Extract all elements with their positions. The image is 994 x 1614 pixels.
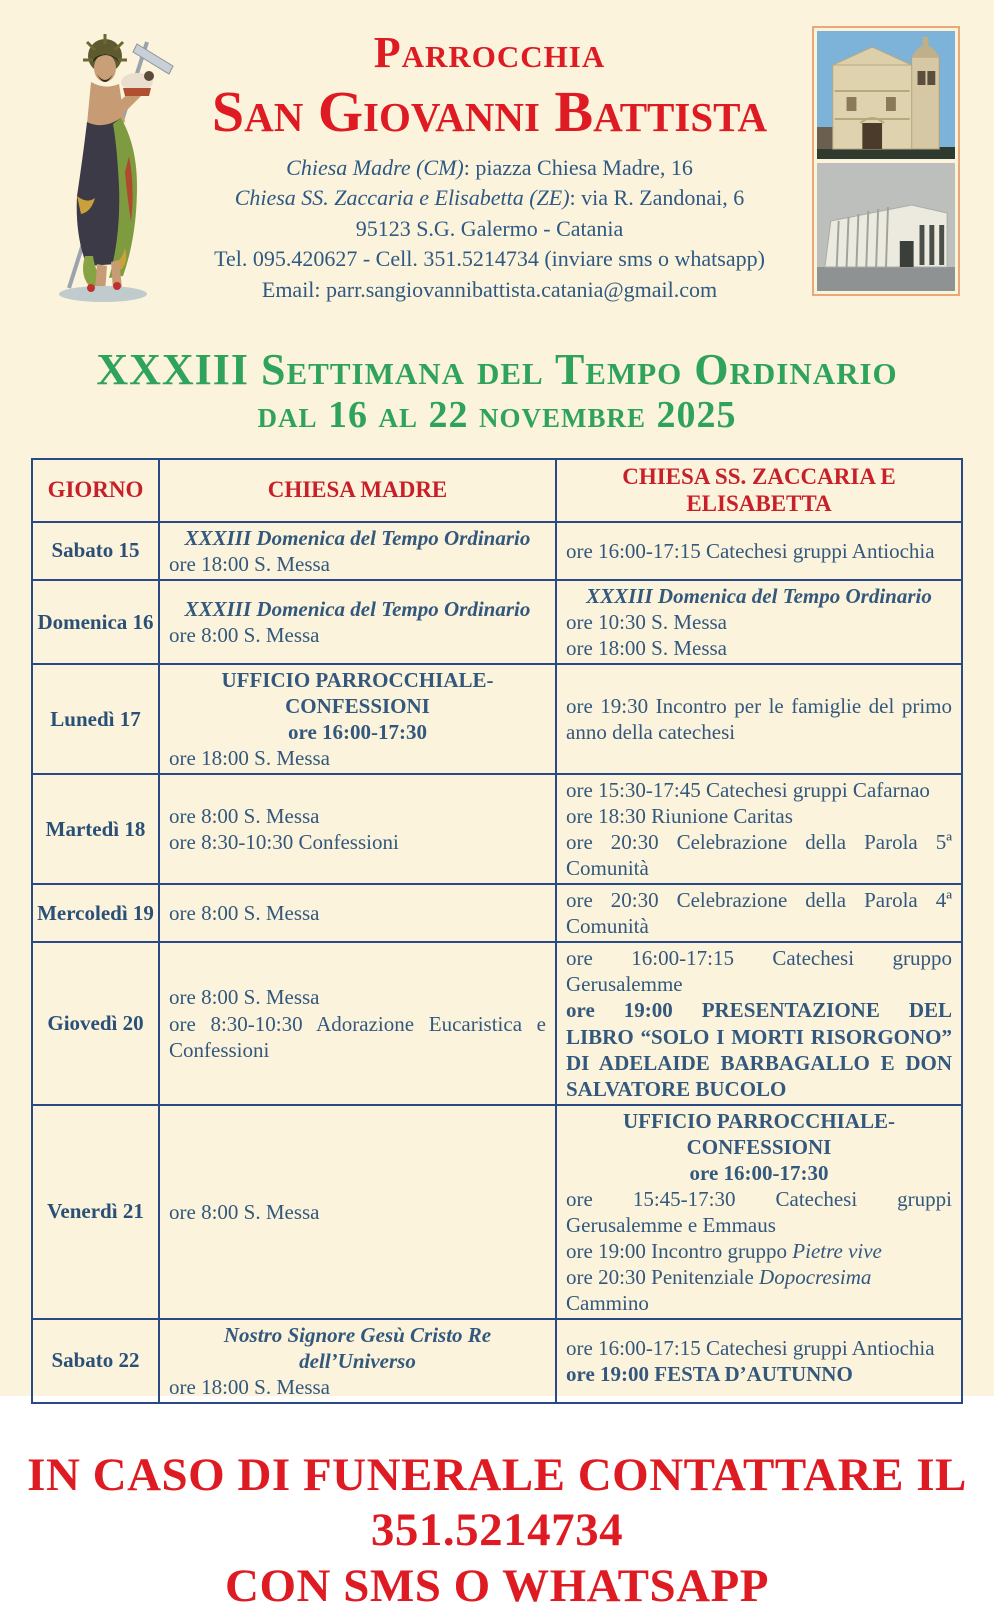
contact-phone-line: Tel. 095.420627 - Cell. 351.5214734 (inviare sms o whatsapp) (214, 246, 765, 272)
address-line-city: 95123 S.G. Galermo - Catania (355, 215, 624, 241)
chiesa-madre-cell (159, 1319, 556, 1403)
event-line: ore 19:00 PRESENTAZIONE DEL LIBRO “SOLO I MORTI RISORGONO” DI ADELAIDE BARBAGALLO E DON SALVATORE BUCOLO (566, 998, 952, 1101)
address-church-street: : piazza Chiesa Madre, 16 (463, 155, 693, 181)
chiesa-zaccaria-cell (556, 774, 962, 884)
event-text: ore 19:00 Incontro gruppo (566, 1238, 793, 1263)
chiesa-zaccaria-cell (556, 664, 962, 774)
parish-label: Parrocchia (373, 28, 606, 77)
day-cell: Mercoledì 19 (32, 884, 159, 942)
table-row-mercoledi-19 (32, 884, 962, 942)
event-group-name: Dopocresima (759, 1264, 872, 1289)
event-line: ore 16:00-17:15 Catechesi gruppi Antiochia (566, 1335, 935, 1360)
event-line: XXXIII Domenica del Tempo Ordinario (184, 597, 531, 622)
event-line: ore 8:00 S. Messa (169, 985, 320, 1010)
chiesa-zaccaria-photo (817, 163, 955, 291)
event-line: ore 8:00 S. Messa (169, 804, 320, 829)
chiesa-zaccaria-cell (556, 884, 962, 942)
event-text: Cammino (566, 1290, 649, 1315)
week-title: XXXIII Settimana del Tempo Ordinario (96, 345, 898, 394)
day-cell: Venerdì 21 (32, 1105, 159, 1319)
masthead (0, 0, 994, 312)
event-line: ore 10:30 S. Messa (566, 610, 727, 635)
funeral-notice (0, 1448, 994, 1614)
address-group (180, 153, 799, 305)
address-church-name: Chiesa Madre (CM) (286, 155, 464, 181)
week-title-block (0, 346, 994, 438)
day-cell: Domenica 16 (32, 580, 159, 664)
chiesa-madre-cell (159, 1105, 556, 1319)
header-row (32, 459, 962, 522)
address-line-chiesa-madre (180, 153, 799, 183)
day-cell: Sabato 15 (32, 522, 159, 580)
funeral-phone-number: 351.5214734 (370, 1504, 624, 1557)
column-header-giorno: GIORNO (32, 459, 159, 522)
event-group-name: Pietre vive (792, 1238, 882, 1263)
chiesa-madre-cell (159, 774, 556, 884)
church-photos-frame (812, 26, 960, 296)
table-row-lunedi-17 (32, 664, 962, 774)
funeral-line-3: CON SMS O WHATSAPP (225, 1559, 769, 1612)
event-line: ore 19:00 FESTA D’AUTUNNO (566, 1361, 853, 1386)
statue-image (25, 26, 173, 304)
parish-name: San Giovanni Battista (211, 79, 768, 145)
event-line: ore 16:00-17:30 (689, 1160, 829, 1185)
event-line: ore 8:30-10:30 Confessioni (169, 830, 399, 855)
event-line: ore 16:00-17:15 Catechesi gruppi Antiochia (566, 538, 935, 563)
event-line: ore 16:00-17:30 (288, 720, 427, 745)
contact-email-line: Email: parr.sangiovannibattista.catania@gmail.com (261, 276, 718, 302)
event-line: XXXIII Domenica del Tempo Ordinario (184, 525, 531, 550)
funeral-line-1: IN CASO DI FUNERALE CONTATTARE IL (27, 1448, 967, 1501)
address-church-street: : via R. Zandonai, 6 (569, 185, 745, 211)
event-line: ore 15:30-17:45 Catechesi gruppi Cafarnao (566, 778, 930, 803)
event-line: Nostro Signore Gesù Cristo Re dell’Universo (223, 1322, 492, 1373)
column-header-chiesa-madre: CHIESA MADRE (159, 459, 556, 522)
table-row-venerdi-21 (32, 1105, 962, 1319)
day-cell: Sabato 22 (32, 1319, 159, 1403)
chiesa-madre-photo (817, 31, 955, 159)
address-line-chiesa-ze (180, 183, 799, 213)
table-row-sabato-22 (32, 1319, 962, 1403)
day-cell: Giovedì 20 (32, 942, 159, 1104)
title-block (180, 30, 799, 305)
event-text: ore 20:30 Penitenziale (566, 1264, 760, 1289)
event-line: UFFICIO PARROCCHIALE-CONFESSIONI (622, 1108, 896, 1159)
event-line: ore 15:45-17:30 Catechesi gruppi Gerusalemme e Emmaus (566, 1186, 952, 1237)
table-row-domenica-16 (32, 580, 962, 664)
event-line: ore 8:00 S. Messa (169, 623, 320, 648)
chiesa-zaccaria-cell (556, 522, 962, 580)
event-line: ore 18:00 S. Messa (169, 746, 330, 771)
table-row-giovedi-20 (32, 942, 962, 1104)
chiesa-madre-cell (159, 664, 556, 774)
address-church-name: Chiesa SS. Zaccaria e Elisabetta (ZE) (234, 185, 570, 211)
statue-san-giovanni-battista-illustration (25, 26, 173, 304)
schedule-table (31, 458, 963, 1404)
chiesa-zaccaria-cell (556, 1105, 962, 1319)
chiesa-madre-cell (159, 942, 556, 1104)
event-line: ore 18:00 S. Messa (169, 1374, 330, 1399)
event-line: ore 20:30 Celebrazione della Parola 4ª Comunità (566, 888, 952, 939)
chiesa-madre-cell (159, 522, 556, 580)
table-row-martedi-18 (32, 774, 962, 884)
event-line: ore 20:30 Celebrazione della Parola 5ª Comunità (566, 830, 952, 881)
event-line: ore 19:30 Incontro per le famiglie del primo anno della catechesi (566, 694, 952, 745)
event-line: ore 18:00 S. Messa (169, 551, 330, 576)
chiesa-zaccaria-cell (556, 580, 962, 664)
event-line: ore 18:30 Riunione Caritas (566, 804, 793, 829)
chiesa-zaccaria-cell (556, 942, 962, 1104)
event-line: UFFICIO PARROCCHIALE-CONFESSIONI (221, 668, 494, 719)
chiesa-madre-cell (159, 884, 556, 942)
day-cell: Martedì 18 (32, 774, 159, 884)
event-line (566, 1238, 952, 1264)
week-dates: dal 16 al 22 novembre 2025 (257, 394, 737, 437)
column-header-chiesa-zaccaria: CHIESA SS. ZACCARIA E ELISABETTA (556, 459, 962, 522)
table-row-sabato-15 (32, 522, 962, 580)
event-line: ore 8:00 S. Messa (169, 1199, 320, 1224)
chiesa-madre-cell (159, 580, 556, 664)
event-line: ore 16:00-17:15 Catechesi gruppo Gerusalemme (566, 946, 952, 997)
event-line: XXXIII Domenica del Tempo Ordinario (586, 584, 932, 609)
event-line (566, 1264, 952, 1316)
chiesa-zaccaria-cell (556, 1319, 962, 1403)
day-cell: Lunedì 17 (32, 664, 159, 774)
event-line: ore 8:00 S. Messa (169, 901, 320, 926)
event-line: ore 18:00 S. Messa (566, 636, 727, 661)
event-line: ore 8:30-10:30 Adorazione Eucaristica e Confessioni (169, 1011, 546, 1062)
